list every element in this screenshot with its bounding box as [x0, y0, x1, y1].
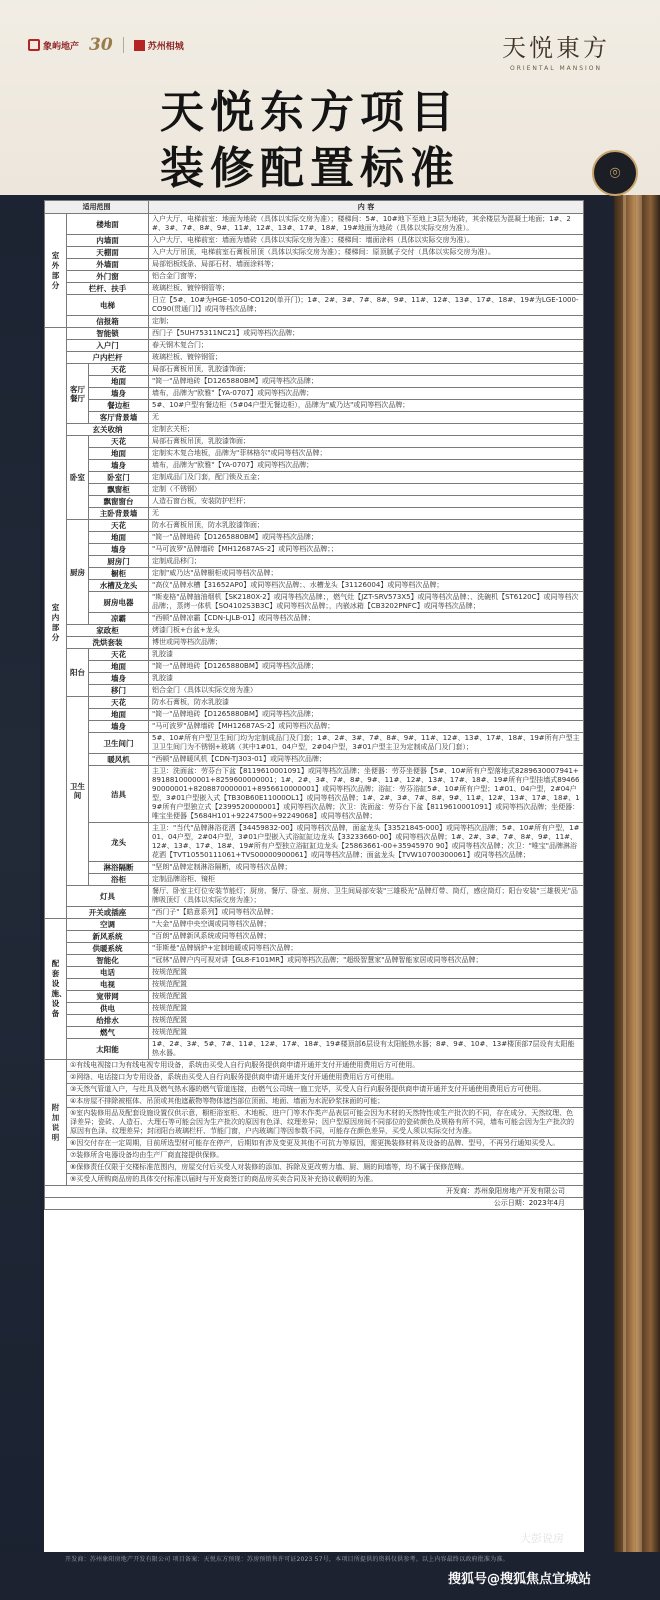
item-content: 5#、10#所有户型卫生间门均为定制成品门及门套；1#、2#、3#、7#、8#、9#、11#、12#、13#、17#、18#、19#所有户型主卫卫生间门为不锈钢+玻璃（其中1#01、04户型，2#04户型，3#01户型主卫为定制成品门及门套）；	[149, 733, 584, 754]
table-row	[45, 673, 584, 685]
table-row	[45, 1198, 584, 1210]
table-row	[45, 247, 584, 259]
table-row	[45, 259, 584, 271]
item-content: 入户大厅、电梯前室：墙面为墙砖（具体以实际交房为准）；楼梯间：墙面涂料（具体以实际交房为准）。	[149, 235, 584, 247]
table-row	[45, 697, 584, 709]
table-row	[45, 613, 584, 625]
table-row	[45, 364, 584, 376]
item-content: 主卫：洗面盆：劳芬台下盆【8119610001091】或同等档次品牌；坐便器：劳芬坐便器【5#、10#所有户型落地式8289630007941+8918810000001+8259600000001；1#、2#、3#、7#、8#、9#、11#、12#、13#、17#、18#、19#所有户型挂墙式8946690000001+8208870000001+8956610000001】或同等档次品牌；浴缸：劳芬浴缸5#、10#所有户型；1#01、04户型，2#04户型，3#01户型嵌入式【TB30B60E11000OL1】或同等档次品牌；1#、2#、3#、7#、8#、9#、11#、12#、13#、17#、18#、19#所有户型独立式【2399520000001】或同等档次品牌；次卫：洗面盆：劳芬台下盆【8119610001091】或同等档次品牌；坐便器：唯宝坐便器【5684H101+92247500+92249068】或同等档次品牌；	[149, 766, 584, 823]
item-label: 家政柜	[67, 625, 149, 637]
note-item: ⑤室内装修用品及配套设施设置仅供示意，橱柜浴室柜、木地板、进户门等木作类产品表层可能会因为木材的天然特性或生产批次的不同，存在成分、天然纹理、色泽差异；瓷砖、人造石、大理石等可能会因为生产批次的原因有色泽、纹理差异；因户型原因房间不同部位的瓷砖颜色及规格有所不同，墙布可能会因为生产批次的原因有色泽、纹理差异；封闭阳台玻璃栏杆、节能门窗，户内玻璃门等因参数不同，可能存在颜色差异，买受人须以实际交付为准。	[67, 1108, 584, 1138]
item-content: "百朗"品牌新风系统或同等档次品牌；	[149, 931, 584, 943]
note-item: ③天然气管道入户，与灶具及燃气热水器的燃气管道连接，由燃气公司统一施工完毕，买受人自行向服务提供商申请开通并支付开通使用费用后方可使用。	[67, 1084, 584, 1096]
table-row	[45, 991, 584, 1003]
item-content: 局部石膏板吊顶，乳胶漆饰面；	[149, 364, 584, 376]
item-label: 地面	[89, 532, 149, 544]
table-row	[45, 1096, 584, 1108]
item-label: 厨房门	[89, 556, 149, 568]
item-label: 天花	[89, 697, 149, 709]
vertical-label: 附加说明	[51, 1102, 60, 1142]
table-row	[45, 271, 584, 283]
item-content: 局部铝板线条、局部石材、墙面涂料等；	[149, 259, 584, 271]
item-label: 内墙面	[67, 235, 149, 247]
partner-logo-icon	[134, 40, 145, 51]
background-left	[0, 0, 40, 1600]
table-row	[45, 520, 584, 532]
item-content: 定制实木复合地板，品牌为"菲林格尔"或同等档次品牌；	[149, 448, 584, 460]
item-label: 墙身	[89, 544, 149, 556]
note-item: ④本房屋不排除被框体、吊顶或其他遮蔽物等物体遮挡部位顶面、地面、墙面为水泥砂浆抹面的可能；	[67, 1096, 584, 1108]
table-row	[45, 532, 584, 544]
item-label: 橱柜	[89, 568, 149, 580]
table-row	[45, 1138, 584, 1150]
item-label: 智能化	[67, 955, 149, 967]
publish-date: 公示日期：2023年4月	[45, 1198, 584, 1210]
note-item: ⑥因交付存在一定周期，目前所选型材可能存在停产，后期如有涉及变更及其他不可抗力等原因，需更换装修材料及设备的品牌、型号，不再另行通知买受人。	[67, 1138, 584, 1150]
item-content: 玻璃栏板、镀锌钢管等；	[149, 283, 584, 295]
item-content: 入户大厅吊顶，电梯前室石膏板吊顶（具体以实际交房为准）；楼梯间：原顶腻子交付（具体以实际交房为准）。	[149, 247, 584, 259]
item-content: 乳胶漆	[149, 673, 584, 685]
item-content: 西门子【5UH75311NC21】或同等档次品牌；	[149, 328, 584, 340]
item-content: "菲斯曼"品牌锅炉+定制地暖或同等档次品牌；	[149, 943, 584, 955]
item-content: 餐厅、卧室主灯位安装节能灯；厨房、餐厅、卧室、厨房、卫生间局部安装"三雄极光"品牌灯带、筒灯，感应筒灯；阳台安装"三雄极光"品牌吸顶灯（具体以实际交房为准）；	[149, 886, 584, 907]
emblem-icon: ⌾	[592, 150, 638, 196]
item-content: 防水石膏板吊顶，防水乳胶漆饰面；	[149, 520, 584, 532]
table-row	[45, 556, 584, 568]
item-content: 人造石窗台板，安装防护栏杆；	[149, 496, 584, 508]
publisher: 开发商：苏州象阳房地产开发有限公司	[45, 1186, 584, 1198]
table-row	[45, 1174, 584, 1186]
item-label: 墙身	[89, 388, 149, 400]
item-content: 无	[149, 412, 584, 424]
item-content: "简一"品牌地砖【D1265880BM】或同等档次品牌；	[149, 532, 584, 544]
item-content: "简一"品牌地砖【D1265880BM】或同等档次品牌；	[149, 709, 584, 721]
item-label: 墙身	[89, 460, 149, 472]
item-content: 按规范配置	[149, 967, 584, 979]
table-row	[45, 412, 584, 424]
category-indoor	[45, 328, 67, 919]
item-content: 博世或同等档次品牌；	[149, 637, 584, 649]
item-content: "简一"品牌地砖【D1265880BM】或同等档次品牌；	[149, 661, 584, 673]
vertical-label: 室外部分	[51, 250, 60, 290]
table-row	[45, 1072, 584, 1084]
vertical-label: 客厅餐厅	[70, 384, 85, 403]
project-brand	[502, 28, 610, 72]
footer-disclaimer: 开发商：苏州象阳房地产开发有限公司 项目备案：天悦东方预现：苏房预销售许可证2023 57号，本项目所提供的资料仅供参考。以上内容最终以政府批准为准。	[65, 1556, 509, 1563]
table-row	[45, 508, 584, 520]
item-content: 按规范配置	[149, 979, 584, 991]
table-row	[45, 460, 584, 472]
table-row	[45, 376, 584, 388]
item-content: "冠林"品牌户内可视对讲【GL8-F101MR】或同等档次品牌；"超级智慧家"品牌智能家居或同等档次品牌；	[149, 955, 584, 967]
brand-name-en: ORIENTAL MANSION	[509, 65, 603, 72]
watermark: 搜狐号@搜狐焦点宜城站	[448, 1572, 592, 1587]
table-row	[45, 685, 584, 697]
table-row	[45, 436, 584, 448]
table-row	[45, 295, 584, 316]
item-label: 厨房电器	[89, 592, 149, 613]
item-label: 水槽及龙头	[89, 580, 149, 592]
item-content: 按规范配置	[149, 1015, 584, 1027]
table-row	[45, 1186, 584, 1198]
table-row	[45, 484, 584, 496]
item-label: 天花	[89, 649, 149, 661]
table-row	[45, 1162, 584, 1174]
item-label: 龙头	[89, 823, 149, 862]
table-row	[45, 472, 584, 484]
page-title: 天悦东方项目	[160, 87, 460, 138]
item-content: 墙布，品牌为"欧雅"【YA-0707】或同等档次品牌；	[149, 460, 584, 472]
item-content: "西门子"【皓意系列】或同等档次品牌；	[149, 907, 584, 919]
table-row	[45, 721, 584, 733]
item-label: 新风系统	[67, 931, 149, 943]
item-content: 乳胶漆	[149, 649, 584, 661]
table-row	[45, 568, 584, 580]
item-label: 供电	[67, 1003, 149, 1015]
item-label: 电视	[67, 979, 149, 991]
item-label: 洗烘套装	[67, 637, 149, 649]
item-label: 餐边柜	[89, 400, 149, 412]
item-content: "西顿"品牌凉霸【CDN-LJLB-01】或同等档次品牌；	[149, 613, 584, 625]
item-content: 定制品牌浴柜、镜柜	[149, 874, 584, 886]
item-label: 户内栏杆	[67, 352, 149, 364]
table-row	[45, 766, 584, 823]
table-row	[45, 328, 584, 340]
table-row	[45, 1003, 584, 1015]
partner-logo: 苏州相城	[134, 39, 184, 52]
item-content: 定制（不锈钢）	[149, 484, 584, 496]
item-label: 暖风机	[89, 754, 149, 766]
table-row	[45, 733, 584, 754]
spec-table	[44, 200, 584, 1210]
item-content: 玻璃栏板、镀锌钢管；	[149, 352, 584, 364]
background-stripe	[623, 0, 626, 1600]
table-row	[45, 592, 584, 613]
table-row	[45, 580, 584, 592]
item-content: 按规范配置	[149, 1003, 584, 1015]
item-label: 燃气	[67, 1027, 149, 1039]
table-row	[45, 1027, 584, 1039]
item-content: 定制成品移门；	[149, 556, 584, 568]
item-label: 电梯	[67, 295, 149, 316]
note-item: ⑧保修责任仅限于交楼标准范围内，房屋交付后买受人对装修的添加、拆除及更改剪力墙、厨、厕的间墙等，均不属于保修范畴。	[67, 1162, 584, 1174]
item-content: "高仪"品牌水槽【31652AP0】或同等档次品牌；、水槽龙头【31126004】或同等档次品牌；	[149, 580, 584, 592]
category-supporting	[45, 919, 67, 1060]
item-label: 供暖系统	[67, 943, 149, 955]
item-label: 地面	[89, 709, 149, 721]
item-content: 铝合金门窗等；	[149, 271, 584, 283]
item-label: 淋浴隔断	[89, 862, 149, 874]
item-content: 铝合金门（具体以实际交房为准）	[149, 685, 584, 697]
item-label: 电话	[67, 967, 149, 979]
table-row	[45, 637, 584, 649]
item-label: 浴柜	[89, 874, 149, 886]
item-content: 墙布，品牌为"欧雅"【YA-0707】或同等档次品牌；	[149, 388, 584, 400]
item-content: 定制玄关柜；	[149, 424, 584, 436]
item-content: "坚朗"品牌定制淋浴隔断，或同等档次品牌；	[149, 862, 584, 874]
item-content: 1#、2#、3#、5#、7#、11#、12#、17#、18#、19#楼顶部6层设有太阳能热水器；8#、9#、10#、13#楼顶部7层设有太阳能热水器。	[149, 1039, 584, 1060]
item-content: 主卫："当代"品牌淋浴花洒【34459832-00】或同等档次品牌，面盆龙头【33521845-000】或同等档次品牌；5#、10#所有户型，1#01、04户型，2#04户型，3#01户型嵌入式浴缸缸边龙头【33233660-00】或同等档次品牌；1#、2#、3#、7#、8#、9#、11#、12#、13#、17#、18#、19#所有户型独立浴缸缸边龙头【25863661-00+35945970 90】或同等档次品牌；次卫："唯宝"品牌淋浴花洒【TVT10550111061+TVS00000900061】或同等档次品牌；面盆龙头【TVW10700300061】或同等档次品牌；	[149, 823, 584, 862]
item-label: 墙身	[89, 673, 149, 685]
table-row	[45, 496, 584, 508]
item-content: "马可波罗"品牌墙砖【MH12687AS-2】或同等档次品牌；	[149, 721, 584, 733]
item-content: 定制；	[149, 316, 584, 328]
developer-logo-icon	[28, 39, 40, 51]
table-row	[45, 1108, 584, 1138]
anniversary-logo: 30	[89, 35, 113, 55]
item-content: "斯麦格"品牌抽油烟机【SK2180X-2】或同等档次品牌；，燃气灶【JZT-SRV573X5】或同等档次品牌；、洗碗机【ST6120C】或同等档次品牌；，蒸烤一体机【SO4102S3B3C】或同等档次品牌；，内嵌冰箱【CB3202PNFC】或同等档次品牌；	[149, 592, 584, 613]
vertical-label: 卧室	[70, 473, 85, 482]
item-label: 天花	[89, 520, 149, 532]
item-label: 客厅背景墙	[89, 412, 149, 424]
vertical-label: 配套设施、设备	[51, 959, 67, 1018]
header	[0, 0, 660, 195]
table-row	[45, 235, 584, 247]
table-row	[45, 967, 584, 979]
content-header: 内 容	[149, 201, 584, 214]
table-row	[45, 919, 584, 931]
subgroup-kitchen	[67, 520, 89, 625]
item-label: 卫生间门	[89, 733, 149, 754]
spec-document	[44, 200, 584, 1552]
item-label: 移门	[89, 685, 149, 697]
table-row	[45, 979, 584, 991]
item-label: 玄关收纳	[67, 424, 149, 436]
item-label: 飘窗窗台	[89, 496, 149, 508]
item-label: 凉霸	[89, 613, 149, 625]
item-label: 天棚面	[67, 247, 149, 259]
table-row	[45, 931, 584, 943]
category-notes	[45, 1060, 67, 1186]
item-content: 无	[149, 508, 584, 520]
item-label: 宽带网	[67, 991, 149, 1003]
table-row	[45, 754, 584, 766]
subgroup-balcony	[67, 649, 89, 697]
table-row	[45, 400, 584, 412]
note-item: ⑨买受人所购商品房的具体交付标准以届时与开发商签订的商品房买卖合同及补充协议载明的为准。	[67, 1174, 584, 1186]
brand-name: 天悦東方	[502, 34, 610, 62]
background-stripe	[636, 0, 642, 1600]
note-item: ①有线电视接口为有线电视专用设备，系统由买受人自行向服务提供商申请开通并支付开通使用费用后方可使用。	[67, 1060, 584, 1072]
item-content: "马可波罗"品牌墙砖【MH12687AS-2】或同等档次品牌；；	[149, 544, 584, 556]
table-row	[45, 1039, 584, 1060]
item-label: 主卧背景墙	[89, 508, 149, 520]
table-row	[45, 424, 584, 436]
page-subtitle: 装修配置标准	[160, 143, 460, 194]
item-content: 春天钢木复合门；	[149, 340, 584, 352]
table-row	[45, 283, 584, 295]
item-label: 楼地面	[67, 214, 149, 235]
item-label: 天花	[89, 364, 149, 376]
logo-group	[28, 35, 184, 55]
vertical-label: 卫生间	[70, 782, 85, 800]
table-row	[45, 214, 584, 235]
item-content: "简一"品牌地砖【D1265880BM】或同等档次品牌；	[149, 376, 584, 388]
note-item: ②网络、电话接口为专用设备，系统由买受人自行向服务提供商申请开通并支付开通使用费用后方可使用。	[67, 1072, 584, 1084]
item-label: 入户门	[67, 340, 149, 352]
item-label: 智能锁	[67, 328, 149, 340]
table-row	[45, 886, 584, 907]
item-content: "大金"品牌中央空调或同等档次品牌；	[149, 919, 584, 931]
table-row	[45, 649, 584, 661]
table-row	[45, 625, 584, 637]
vertical-label: 室内部分	[51, 603, 60, 642]
item-label: 洁具	[89, 766, 149, 823]
table-row	[45, 943, 584, 955]
vertical-label: 厨房	[70, 567, 85, 577]
item-label: 卧室门	[89, 472, 149, 484]
item-label: 地面	[89, 376, 149, 388]
item-label: 地面	[89, 448, 149, 460]
item-content: 按规范配置	[149, 1027, 584, 1039]
item-content: 定制"威乃达"品牌橱柜或同等档次品牌；	[149, 568, 584, 580]
subgroup-living	[67, 364, 89, 424]
developer-logo: 象屿地产	[28, 39, 79, 52]
table-row	[45, 874, 584, 886]
category-outdoor	[45, 214, 67, 328]
subgroup-bathroom	[67, 697, 89, 886]
item-label: 栏杆、扶手	[67, 283, 149, 295]
scope-header: 适用范围	[45, 201, 149, 214]
item-label: 空调	[67, 919, 149, 931]
table-row	[45, 709, 584, 721]
item-label: 飘窗柜	[89, 484, 149, 496]
spec-table-body	[45, 214, 584, 1210]
table-row	[45, 1150, 584, 1162]
item-content: "西顿"品牌暖风机【CDN-TJ303-01】或同等档次品牌；	[149, 754, 584, 766]
table-row	[45, 862, 584, 874]
table-row	[45, 955, 584, 967]
item-label: 太阳能	[67, 1039, 149, 1060]
table-row	[45, 388, 584, 400]
item-content: 日立【5#、10#为HGE-1050-CO120(单开门)；1#、2#、3#、7#、8#、9#、11#、12#、13#、17#、18#、19#为LGE-1000-CO90(贯通门)】或同等档次品牌；	[149, 295, 584, 316]
watermark-secondary: 大彭说房	[520, 1532, 564, 1545]
table-row	[45, 823, 584, 862]
item-content: 定制成品门及门套，配门锁及五金；	[149, 472, 584, 484]
item-content: 5#、10#户型有餐边柜（5#04户型无餐边柜），品牌为"威乃达"或同等档次品牌；	[149, 400, 584, 412]
item-label: 给排水	[67, 1015, 149, 1027]
table-row	[45, 544, 584, 556]
item-label: 地面	[89, 661, 149, 673]
item-content: 烤漆门板+台盆+龙头	[149, 625, 584, 637]
table-header-row	[45, 201, 584, 214]
item-label: 天花	[89, 436, 149, 448]
item-content: 入户大厅、电梯前室：地面为地砖（具体以实际交房为准）；楼梯间：5#、10#地下至地上3层为地砖，其余楼层为混凝土地面；1#、2#、3#、7#、8#、9#、11#、12#、13#、17#、18#、19#地面为地砖（具体以实际交房为准）。	[149, 214, 584, 235]
table-row	[45, 1084, 584, 1096]
table-row	[45, 1015, 584, 1027]
item-content: 按规范配置	[149, 991, 584, 1003]
table-row	[45, 316, 584, 328]
item-label: 墙身	[89, 721, 149, 733]
vertical-label: 阳台	[70, 668, 85, 677]
table-row	[45, 340, 584, 352]
item-content: 局部石膏板吊顶，乳胶漆饰面；	[149, 436, 584, 448]
item-label: 外门窗	[67, 271, 149, 283]
item-content: 防水石膏板，防水乳胶漆	[149, 697, 584, 709]
table-row	[45, 661, 584, 673]
table-row	[45, 448, 584, 460]
item-label: 信报箱	[67, 316, 149, 328]
divider	[123, 37, 124, 53]
item-label: 开关或插座	[67, 907, 149, 919]
note-item: ⑦装修所含电器设备均由生产厂商直接提供保修。	[67, 1150, 584, 1162]
table-row	[45, 907, 584, 919]
item-label: 灯具	[67, 886, 149, 907]
subgroup-bedroom	[67, 436, 89, 520]
table-row	[45, 1060, 584, 1072]
item-label: 外墙面	[67, 259, 149, 271]
table-row	[45, 352, 584, 364]
